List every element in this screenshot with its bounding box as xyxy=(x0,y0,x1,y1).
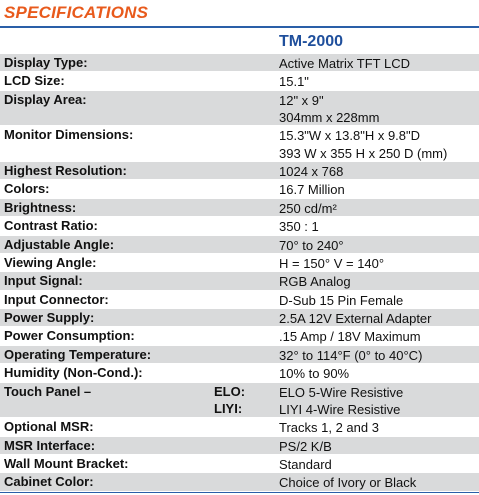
spec-label: MSR Interface: xyxy=(4,437,96,453)
spec-row xyxy=(0,382,479,418)
spec-values xyxy=(279,310,432,327)
spec-value: 393 W x 355 H x 250 D (mm) xyxy=(279,145,448,161)
spec-label: Adjustable Angle: xyxy=(4,236,115,252)
spec-value: PS/2 K/B xyxy=(279,438,332,454)
spec-label: Power Consumption: xyxy=(4,328,135,344)
spec-label: Touch Panel – xyxy=(4,383,92,399)
spec-row xyxy=(0,308,479,326)
spec-values xyxy=(279,292,403,309)
spec-row xyxy=(0,90,479,126)
spec-label: Input Signal: xyxy=(4,273,83,289)
spec-values xyxy=(279,127,447,161)
model-name: TM-2000 xyxy=(279,33,344,50)
spec-label: Viewing Angle: xyxy=(4,254,97,270)
spec-values xyxy=(279,273,351,290)
spec-label: Input Connector: xyxy=(4,291,109,307)
heading-rule xyxy=(0,26,479,28)
spec-value: 10% to 90% xyxy=(279,366,350,382)
spec-values xyxy=(279,438,332,455)
spec-values xyxy=(279,218,319,235)
spec-values xyxy=(279,384,403,418)
spec-row xyxy=(0,235,479,253)
spec-sublabel: ELO: xyxy=(214,383,246,399)
spec-row xyxy=(0,71,479,89)
spec-values xyxy=(279,474,416,491)
spec-value: 16.7 Million xyxy=(279,182,345,198)
spec-label: Optional MSR: xyxy=(4,419,94,435)
spec-values xyxy=(279,347,422,364)
spec-label: Wall Mount Bracket: xyxy=(4,456,129,472)
spec-value: Active Matrix TFT LCD xyxy=(279,56,410,71)
spec-values xyxy=(279,73,309,90)
spec-value: 2.5A 12V External Adapter xyxy=(279,311,432,327)
specifications-heading: SPECIFICATIONS xyxy=(4,3,149,22)
bottom-rule xyxy=(0,492,479,493)
spec-value: 15.1" xyxy=(279,74,309,90)
spec-label: Operating Temperature: xyxy=(4,346,152,362)
spec-row xyxy=(0,271,479,289)
spec-values xyxy=(279,365,349,382)
spec-value: 15.3"W x 13.8"H x 9.8"D xyxy=(279,128,421,144)
spec-label: Power Supply: xyxy=(4,310,95,326)
spec-value: Standard xyxy=(279,457,332,473)
spec-label: Humidity (Non-Cond.): xyxy=(4,365,143,381)
spec-value: 350 : 1 xyxy=(279,219,319,235)
spec-values xyxy=(279,237,344,254)
spec-value: Choice of Ivory or Black xyxy=(279,475,417,491)
spec-value: 32° to 114°F (0° to 40°C) xyxy=(279,347,423,363)
spec-row xyxy=(0,125,479,161)
spec-label: Display Type: xyxy=(4,55,88,70)
spec-values xyxy=(279,328,421,345)
spec-row xyxy=(0,216,479,234)
spec-values xyxy=(279,181,345,198)
spec-label: Display Area: xyxy=(4,91,87,107)
spec-value: 304mm x 228mm xyxy=(279,109,380,125)
spec-values xyxy=(279,456,332,473)
spec-value: 12" x 9" xyxy=(279,92,324,108)
spec-row xyxy=(0,345,479,363)
spec-row xyxy=(0,363,479,381)
spec-row xyxy=(0,326,479,344)
spec-values xyxy=(279,200,337,217)
spec-row xyxy=(0,472,479,490)
spec-sublabel: LIYI: xyxy=(214,400,243,416)
spec-value: .15 Amp / 18V Maximum xyxy=(279,329,421,345)
spec-row xyxy=(0,161,479,179)
spec-value: Tracks 1, 2 and 3 xyxy=(279,420,379,436)
spec-row xyxy=(0,417,479,435)
spec-value: RGB Analog xyxy=(279,274,351,290)
spec-label: Colors: xyxy=(4,181,50,197)
spec-label: Monitor Dimensions: xyxy=(4,127,134,143)
spec-label: LCD Size: xyxy=(4,73,65,89)
spec-value: D-Sub 15 Pin Female xyxy=(279,292,404,308)
spec-values xyxy=(279,419,379,436)
spec-value: 70° to 240° xyxy=(279,237,344,253)
spec-row xyxy=(0,290,479,308)
spec-label: Highest Resolution: xyxy=(4,162,127,178)
spec-row xyxy=(0,253,479,271)
spec-row xyxy=(0,53,479,71)
spec-label: Brightness: xyxy=(4,199,77,215)
spec-value: 1024 x 768 xyxy=(279,163,344,179)
spec-row xyxy=(0,179,479,197)
spec-values xyxy=(279,163,343,180)
spec-row xyxy=(0,436,479,454)
spec-value: ELO 5-Wire Resistive xyxy=(279,384,404,400)
spec-value: LIYI 4-Wire Resistive xyxy=(279,401,401,417)
spec-values xyxy=(279,92,379,126)
spec-values xyxy=(279,55,410,72)
spec-row xyxy=(0,454,479,472)
spec-label: Cabinet Color: xyxy=(4,474,94,490)
spec-value: H = 150° V = 140° xyxy=(279,255,385,271)
spec-table xyxy=(0,53,479,491)
spec-values xyxy=(279,255,384,272)
spec-value: 250 cd/m² xyxy=(279,200,337,216)
spec-label: Contrast Ratio: xyxy=(4,218,98,234)
spec-row xyxy=(0,198,479,216)
